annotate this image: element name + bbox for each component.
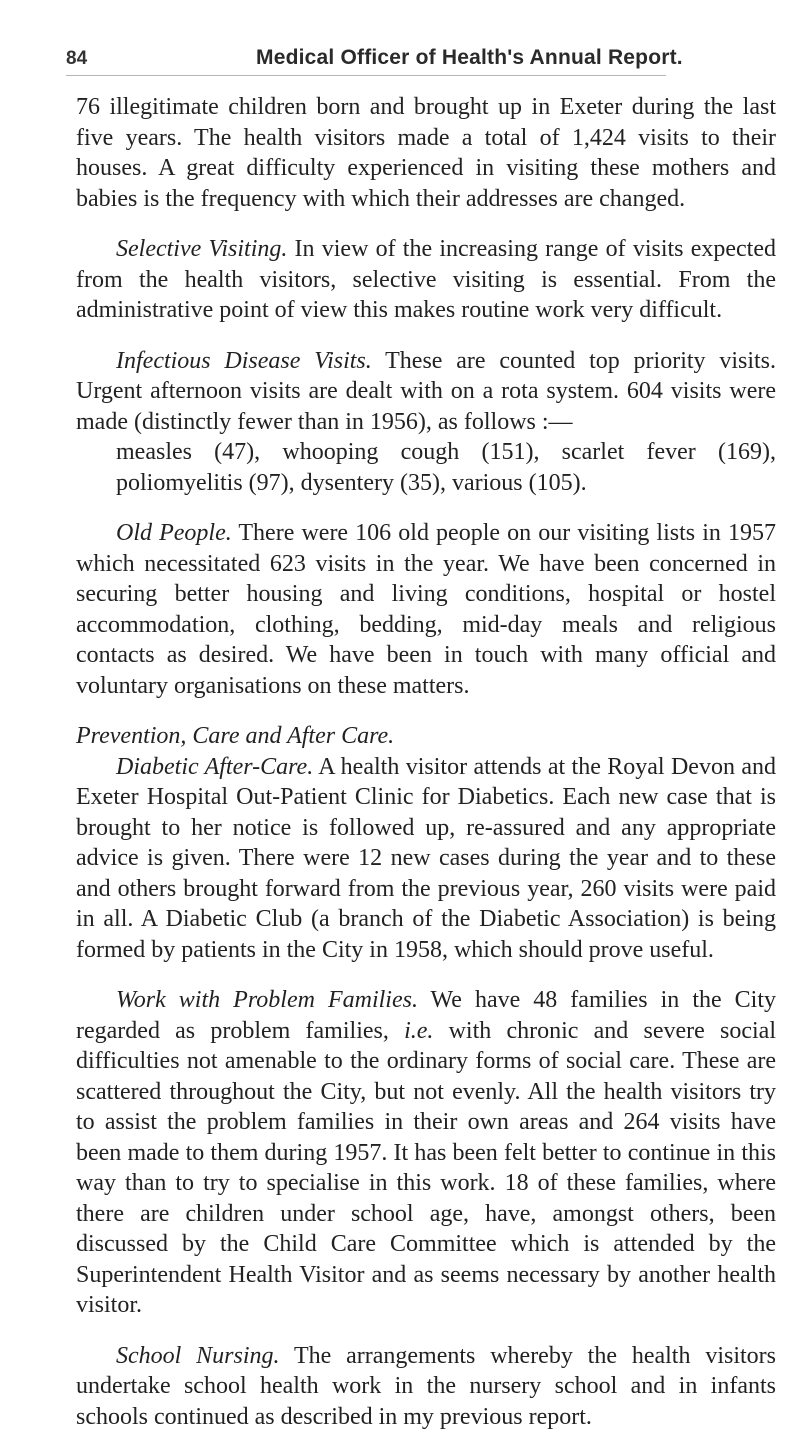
paragraph-text: In view of the increasing range of visits expected from the health visitors, selective visiting is essential. From the administrative point of view this makes routine work very difficult. <box>76 236 776 323</box>
paragraph-lead: Diabetic After-Care. <box>116 753 314 780</box>
infectious-disease-list <box>76 437 776 498</box>
paragraph-text: These are counted top priority visits. Urgent afternoon visits are dealt with on a rota system. 604 visits were made (distinctly fewer than in 1956), as follows :— <box>76 347 777 435</box>
running-head: Medical Officer of Health's Annual Report. <box>256 46 683 69</box>
paragraph-diabetic-after-care <box>76 752 776 966</box>
header-rule <box>66 75 666 76</box>
paragraph-text: There were 106 old people on our visiting lists in 1957 which necessitated 623 visits in the year. We have been concerned in securing better housing and living conditions, hospital or hostel accommodation, clothing, bedding, mid-day meals and religious contacts as desired. We have been in touch with many official and voluntary organisations on these matters. <box>76 520 776 699</box>
paragraph-text: 76 illegitimate children born and brought up in Exeter during the last five years. The health visitors made a total of 1,424 visits to their houses. A great difficulty experienced in visiting these mothers and babies is the frequency with which their addresses are changed. <box>76 94 776 212</box>
paragraph-lead: Old People. <box>116 520 232 546</box>
paragraph-text: We have 48 families in the City regarded as problem families, <box>76 987 777 1044</box>
paragraph-illegitimate-children <box>76 92 776 214</box>
paragraph-lead: Work with Problem Families. <box>116 987 418 1013</box>
section-heading: Prevention, Care and After Care. <box>76 723 395 749</box>
ie-abbreviation: i.e. <box>404 1017 434 1044</box>
paragraph-lead: Infectious Disease Visits. <box>116 347 372 374</box>
paragraph-old-people <box>76 518 776 701</box>
paragraph-problem-families <box>76 985 776 1321</box>
paragraph-text: measles (47), whooping cough (151), scarlet fever (169), poliomyelitis (97), dysentery (35), various (105). <box>116 439 776 496</box>
page-number: 84 <box>66 48 88 69</box>
paragraph-infectious-disease <box>76 346 776 438</box>
paragraph-text: A health visitor attends at the Royal Devon and Exeter Hospital Out-Patient Clinic for Diabetics. Each new case that is brought to her notice is followed up, re-assured and any appropriate advice is given. There were 12 new cases during the year and to these and others brought forward from the previous year, 260 visits were paid in all. A Diabetic Club (a branch of the Diabetic Association) is being formed by patients in the City in 1958, which should prove useful. <box>76 753 776 963</box>
page-header <box>66 48 786 78</box>
paragraph-text: with chronic and severe social difficulties not amenable to the ordinary forms of social care. These are scattered throughout the City, but not evenly. All the health visitors try to assist the problem families in their own areas and 264 visits have been made to them during 1957. It has been felt better to continue in this way than to try to specialise in this work. 18 of these families, where there are children under school age, have, amongst others, been discussed by the Child Care Committee which is attended by the Superintendent Health Visitor and as seems necessary by another health visitor. <box>76 1017 776 1318</box>
paragraph-selective-visiting <box>76 234 776 326</box>
paragraph-text: The arrangements whereby the health visitors undertake school health work in the nursery school and in infants schools continued as described in my previous report. <box>76 1342 776 1430</box>
paragraph-lead: School Nursing. <box>116 1342 280 1369</box>
paragraph-lead: Selective Visiting. <box>116 236 288 262</box>
report-body <box>76 92 776 1452</box>
paragraph-school-nursing <box>76 1341 776 1433</box>
